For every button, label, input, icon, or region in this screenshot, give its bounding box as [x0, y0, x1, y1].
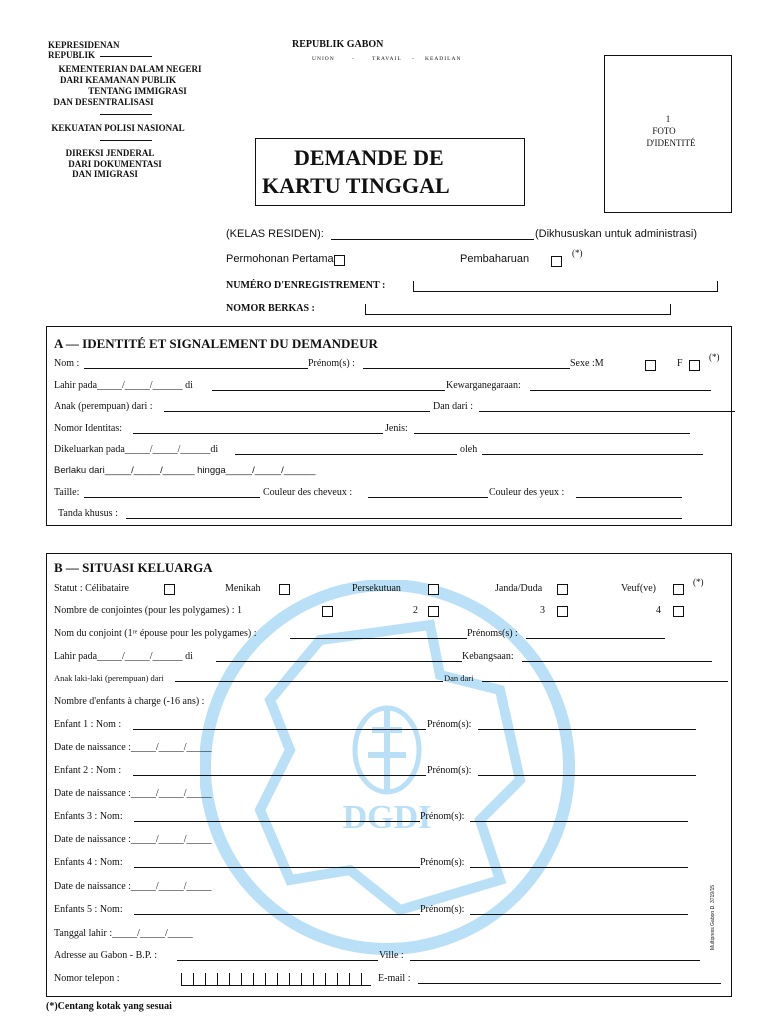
enfant5-prenom-label: Prénom(s):	[420, 904, 465, 915]
motto-3: KEADILAN	[425, 56, 462, 62]
conj-4-checkbox[interactable]	[673, 606, 684, 617]
nomor-berkas-label: NOMOR BERKAS :	[226, 303, 315, 314]
taille-field[interactable]	[84, 497, 260, 498]
pembaharuan-checkbox[interactable]	[551, 256, 562, 267]
header-left-line8: DARI DOKUMENTASI	[68, 159, 162, 169]
enfant5-label: Enfants 5 : Nom:	[54, 904, 123, 915]
nom-conjoint-field[interactable]	[290, 638, 467, 639]
motto-1: UNION	[312, 56, 335, 62]
conj-4-label: 4	[656, 605, 661, 616]
conj-3-label: 3	[540, 605, 545, 616]
header-left-line2: KEMENTERIAN DALAM NEGERI	[58, 64, 202, 74]
nomor-id-label: Nomor Identitas:	[54, 423, 123, 434]
conjoint-lahir-label: Lahir pada_____/_____/______ di	[54, 651, 193, 662]
oleh-label: oleh	[460, 444, 478, 455]
nomor-berkas-field[interactable]	[365, 304, 671, 315]
photo-label1: FOTO	[652, 126, 676, 136]
email-label: E-mail :	[378, 973, 411, 984]
enfant1-label: Enfant 1 : Nom :	[54, 719, 122, 730]
anak-label: Anak (perempuan) dari :	[54, 401, 153, 412]
permohonan-label: Permohonan Pertama	[226, 253, 334, 265]
conjoint-dan-dari-label: Dan dari	[444, 673, 474, 683]
prenoms-field[interactable]	[363, 368, 570, 369]
menikah-checkbox[interactable]	[279, 584, 290, 595]
kewarga-label: Kewarganegaraan:	[446, 380, 521, 391]
header-left-line7: DIREKSI JENDERAL	[65, 148, 155, 158]
kebangsaan-field[interactable]	[522, 661, 712, 662]
enfant2-label: Enfant 2 : Nom :	[54, 765, 122, 776]
motto-sep: -	[352, 56, 355, 62]
sexe-f-label: F	[677, 358, 683, 369]
motto-2: TRAVAIL	[372, 56, 402, 62]
enfant1-nom-field[interactable]	[133, 729, 426, 730]
sexe-f-checkbox[interactable]	[689, 360, 700, 371]
anak-field[interactable]	[164, 411, 430, 412]
enfant4-nom-field[interactable]	[134, 867, 420, 868]
enfant2-prenom-field[interactable]	[478, 775, 696, 776]
email-field[interactable]	[418, 983, 721, 984]
enfant3-dob-label: Date de naissance :_____/_____/_____	[54, 834, 212, 845]
veuf-label: Veuf(ve)	[621, 583, 656, 594]
title-box	[255, 138, 525, 206]
janda-label: Janda/Duda	[495, 583, 543, 594]
conj-2-label: 2	[413, 605, 418, 616]
taille-label: Taille:	[54, 487, 80, 498]
menikah-label: Menikah	[225, 583, 261, 594]
enfant1-dob-label: Date de naissance :_____/_____/_____	[54, 742, 212, 753]
permohonan-checkbox[interactable]	[334, 255, 345, 266]
header-left-line3: DARI KEAMANAN PUBLIK	[59, 75, 176, 85]
nom-label: Nom :	[54, 358, 80, 369]
adresse-label: Adresse au Gabon - B.P. :	[54, 950, 158, 961]
header-left-line5: DAN DESENTRALISASI	[53, 97, 154, 107]
header-left-line9: DAN IMIGRASI	[72, 169, 138, 179]
numero-field[interactable]	[413, 281, 718, 292]
sexe-m-checkbox[interactable]	[645, 360, 656, 371]
janda-checkbox[interactable]	[557, 584, 568, 595]
lahir-label: Lahir pada_____/_____/______ di	[54, 380, 193, 391]
enfant1-prenom-field[interactable]	[478, 729, 696, 730]
nom-conjoint-label: Nom du conjoint (1ʳᵉ épouse pour les polygames) :	[54, 628, 257, 639]
title-line2: KARTU TINGGAL	[262, 173, 450, 198]
conj-2-checkbox[interactable]	[428, 606, 439, 617]
enfant4-prenom-label: Prénom(s):	[420, 857, 465, 868]
header-divider	[100, 140, 152, 141]
conjoint-lahir-field[interactable]	[216, 661, 462, 662]
watermark-text: DGDI	[342, 799, 432, 836]
printer-code: Multipress Gabon D. 3719/15	[710, 884, 716, 950]
persekutuan-label: Persekutuan	[352, 583, 401, 594]
asterisk-note: (*)	[572, 248, 583, 258]
nombre-conj-label: Nombre de conjointes (pour les polygames) : 1	[54, 605, 243, 616]
adresse-field[interactable]	[177, 960, 378, 961]
conjoint-prenoms-label: Prénoms(s) :	[467, 628, 518, 639]
enfant3-prenom-label: Prénom(s):	[420, 811, 465, 822]
ville-field[interactable]	[410, 960, 700, 961]
header-divider	[100, 114, 152, 115]
photo-box	[604, 55, 732, 213]
enfant1-prenom-label: Prénom(s):	[427, 719, 472, 730]
conjoint-prenoms-field[interactable]	[526, 638, 665, 639]
title-line1: DEMANDE DE	[294, 145, 444, 170]
telepon-label: Nomor telepon :	[54, 973, 120, 984]
enfant4-prenom-field[interactable]	[470, 867, 688, 868]
conj-3-checkbox[interactable]	[557, 606, 568, 617]
nom-field[interactable]	[84, 368, 308, 369]
statut-label: Statut : Célibataire	[54, 583, 129, 594]
conjoint-anak-label: Anak laki-laki (perempuan) dari	[54, 673, 164, 683]
jenis-label: Jenis:	[385, 423, 408, 434]
dan-dari-label: Dan dari :	[433, 401, 473, 412]
kebangsaan-label: Kebangsaan:	[462, 651, 514, 662]
header-left-line1: KEPRESIDENAN REPUBLIK	[48, 40, 120, 60]
prenoms-label: Prénom(s) :	[308, 358, 355, 369]
jenis-field[interactable]	[414, 433, 690, 434]
tanggal-lahir-label: Tanggal lahir :_____/_____/_____	[54, 928, 193, 939]
enfant4-label: Enfants 4 : Nom:	[54, 857, 123, 868]
persekutuan-checkbox[interactable]	[428, 584, 439, 595]
dikeluarkan-label: Dikeluarkan pada_____/_____/______di	[54, 444, 219, 455]
motto-sep: -	[412, 56, 415, 62]
cheveux-field[interactable]	[368, 497, 488, 498]
kewarga-field[interactable]	[530, 390, 711, 391]
ville-label: Ville :	[379, 950, 404, 961]
photo-label2: D'IDENTITÉ	[646, 138, 696, 148]
enfant3-prenom-field[interactable]	[470, 821, 688, 822]
kelas-field[interactable]	[331, 239, 534, 240]
kelas-label: (KELAS RESIDEN):	[226, 228, 324, 240]
enfant5-nom-field[interactable]	[134, 914, 420, 915]
nomor-id-field[interactable]	[133, 433, 383, 434]
photo-number: 1	[665, 114, 671, 124]
numero-label: NUMÉRO D'ENREGISTREMENT :	[226, 280, 386, 291]
section-a-title: A — IDENTITÉ ET SIGNALEMENT DU DEMANDEUR	[54, 336, 378, 351]
footnote: (*)Centang kotak yang sesuai	[46, 1001, 172, 1012]
dan-dari-field[interactable]	[479, 411, 735, 412]
enfant2-dob-label: Date de naissance :_____/_____/_____	[54, 788, 212, 799]
kelas-note: (Dikhususkan untuk administrasi)	[535, 228, 698, 240]
header-left-line6: KEKUATAN POLISI NASIONAL	[51, 123, 185, 133]
conjoint-anak-field[interactable]	[175, 681, 443, 682]
tanda-label: Tanda khusus :	[58, 508, 118, 519]
oleh-field[interactable]	[482, 454, 703, 455]
header-divider	[100, 56, 152, 57]
header-left-line4: TENTANG IMMIGRASI	[88, 86, 187, 96]
celibataire-checkbox[interactable]	[164, 584, 175, 595]
tanda-field[interactable]	[126, 518, 682, 519]
conjoint-dan-dari-field[interactable]	[482, 681, 728, 682]
asterisk-note: (*)	[693, 577, 704, 587]
enfant5-prenom-field[interactable]	[470, 914, 688, 915]
conj-1-checkbox[interactable]	[322, 606, 333, 617]
enfant2-prenom-label: Prénom(s):	[427, 765, 472, 776]
country-name: REPUBLIK GABON	[292, 39, 384, 50]
sexe-label: Sexe :M	[570, 358, 604, 369]
enfant4-dob-label: Date de naissance :_____/_____/_____	[54, 881, 212, 892]
yeux-label: Couleur des yeux :	[489, 487, 565, 498]
enfant3-nom-field[interactable]	[134, 821, 420, 822]
telepon-field[interactable]	[181, 973, 371, 986]
enfant2-nom-field[interactable]	[133, 775, 426, 776]
dikeluarkan-field[interactable]	[235, 454, 457, 455]
pembaharuan-label: Pembaharuan	[460, 253, 530, 265]
cheveux-label: Couleur des cheveux :	[263, 487, 353, 498]
asterisk-note: (*)	[709, 352, 720, 362]
enfant3-label: Enfants 3 : Nom:	[54, 811, 123, 822]
yeux-field[interactable]	[576, 497, 682, 498]
berlaku-label: Berlaku dari_____/_____/______ hingga_____/_____/______	[54, 465, 316, 476]
section-b-title: B — SITUASI KELUARGA	[54, 560, 213, 575]
veuf-checkbox[interactable]	[673, 584, 684, 595]
lahir-field[interactable]	[212, 390, 445, 391]
nombre-enfants-label: Nombre d'enfants à charge (-16 ans) :	[54, 696, 205, 707]
